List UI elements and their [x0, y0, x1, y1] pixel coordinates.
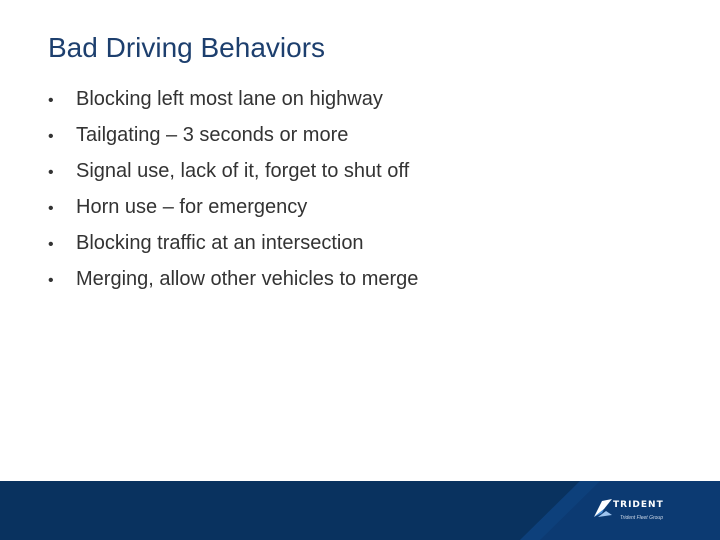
- trident-logo: [592, 497, 682, 531]
- bullet-item: [48, 160, 418, 196]
- bullet-text: Merging, allow other vehicles to merge: [76, 268, 419, 290]
- bullet-item: [48, 88, 418, 124]
- bullet-item: [48, 124, 418, 160]
- trident-logo-tagline: Trident Fleet Group: [620, 515, 663, 521]
- trident-logo-wordmark: TRIDENT: [613, 500, 664, 510]
- bullet-marker: •: [48, 236, 54, 253]
- bullet-text: Tailgating – 3 seconds or more: [76, 124, 349, 146]
- bullet-text: Blocking left most lane on highway: [76, 88, 383, 110]
- bullet-item: [48, 232, 418, 268]
- bullet-marker: •: [48, 200, 54, 217]
- bullet-marker: •: [48, 128, 54, 145]
- bullet-item: [48, 196, 418, 232]
- bullet-marker: •: [48, 92, 54, 109]
- bullet-list: [48, 88, 418, 304]
- trident-logo-icon: [592, 497, 614, 519]
- bullet-marker: •: [48, 272, 54, 289]
- bullet-text: Horn use – for emergency: [76, 196, 308, 218]
- footer-band-dark-wedge: [0, 481, 580, 540]
- bullet-text: Signal use, lack of it, forget to shut off: [76, 160, 410, 182]
- slide-title: Bad Driving Behaviors: [48, 32, 326, 63]
- bullet-item: [48, 268, 418, 304]
- bullet-text: Blocking traffic at an intersection: [76, 232, 364, 254]
- bullet-marker: •: [48, 164, 54, 181]
